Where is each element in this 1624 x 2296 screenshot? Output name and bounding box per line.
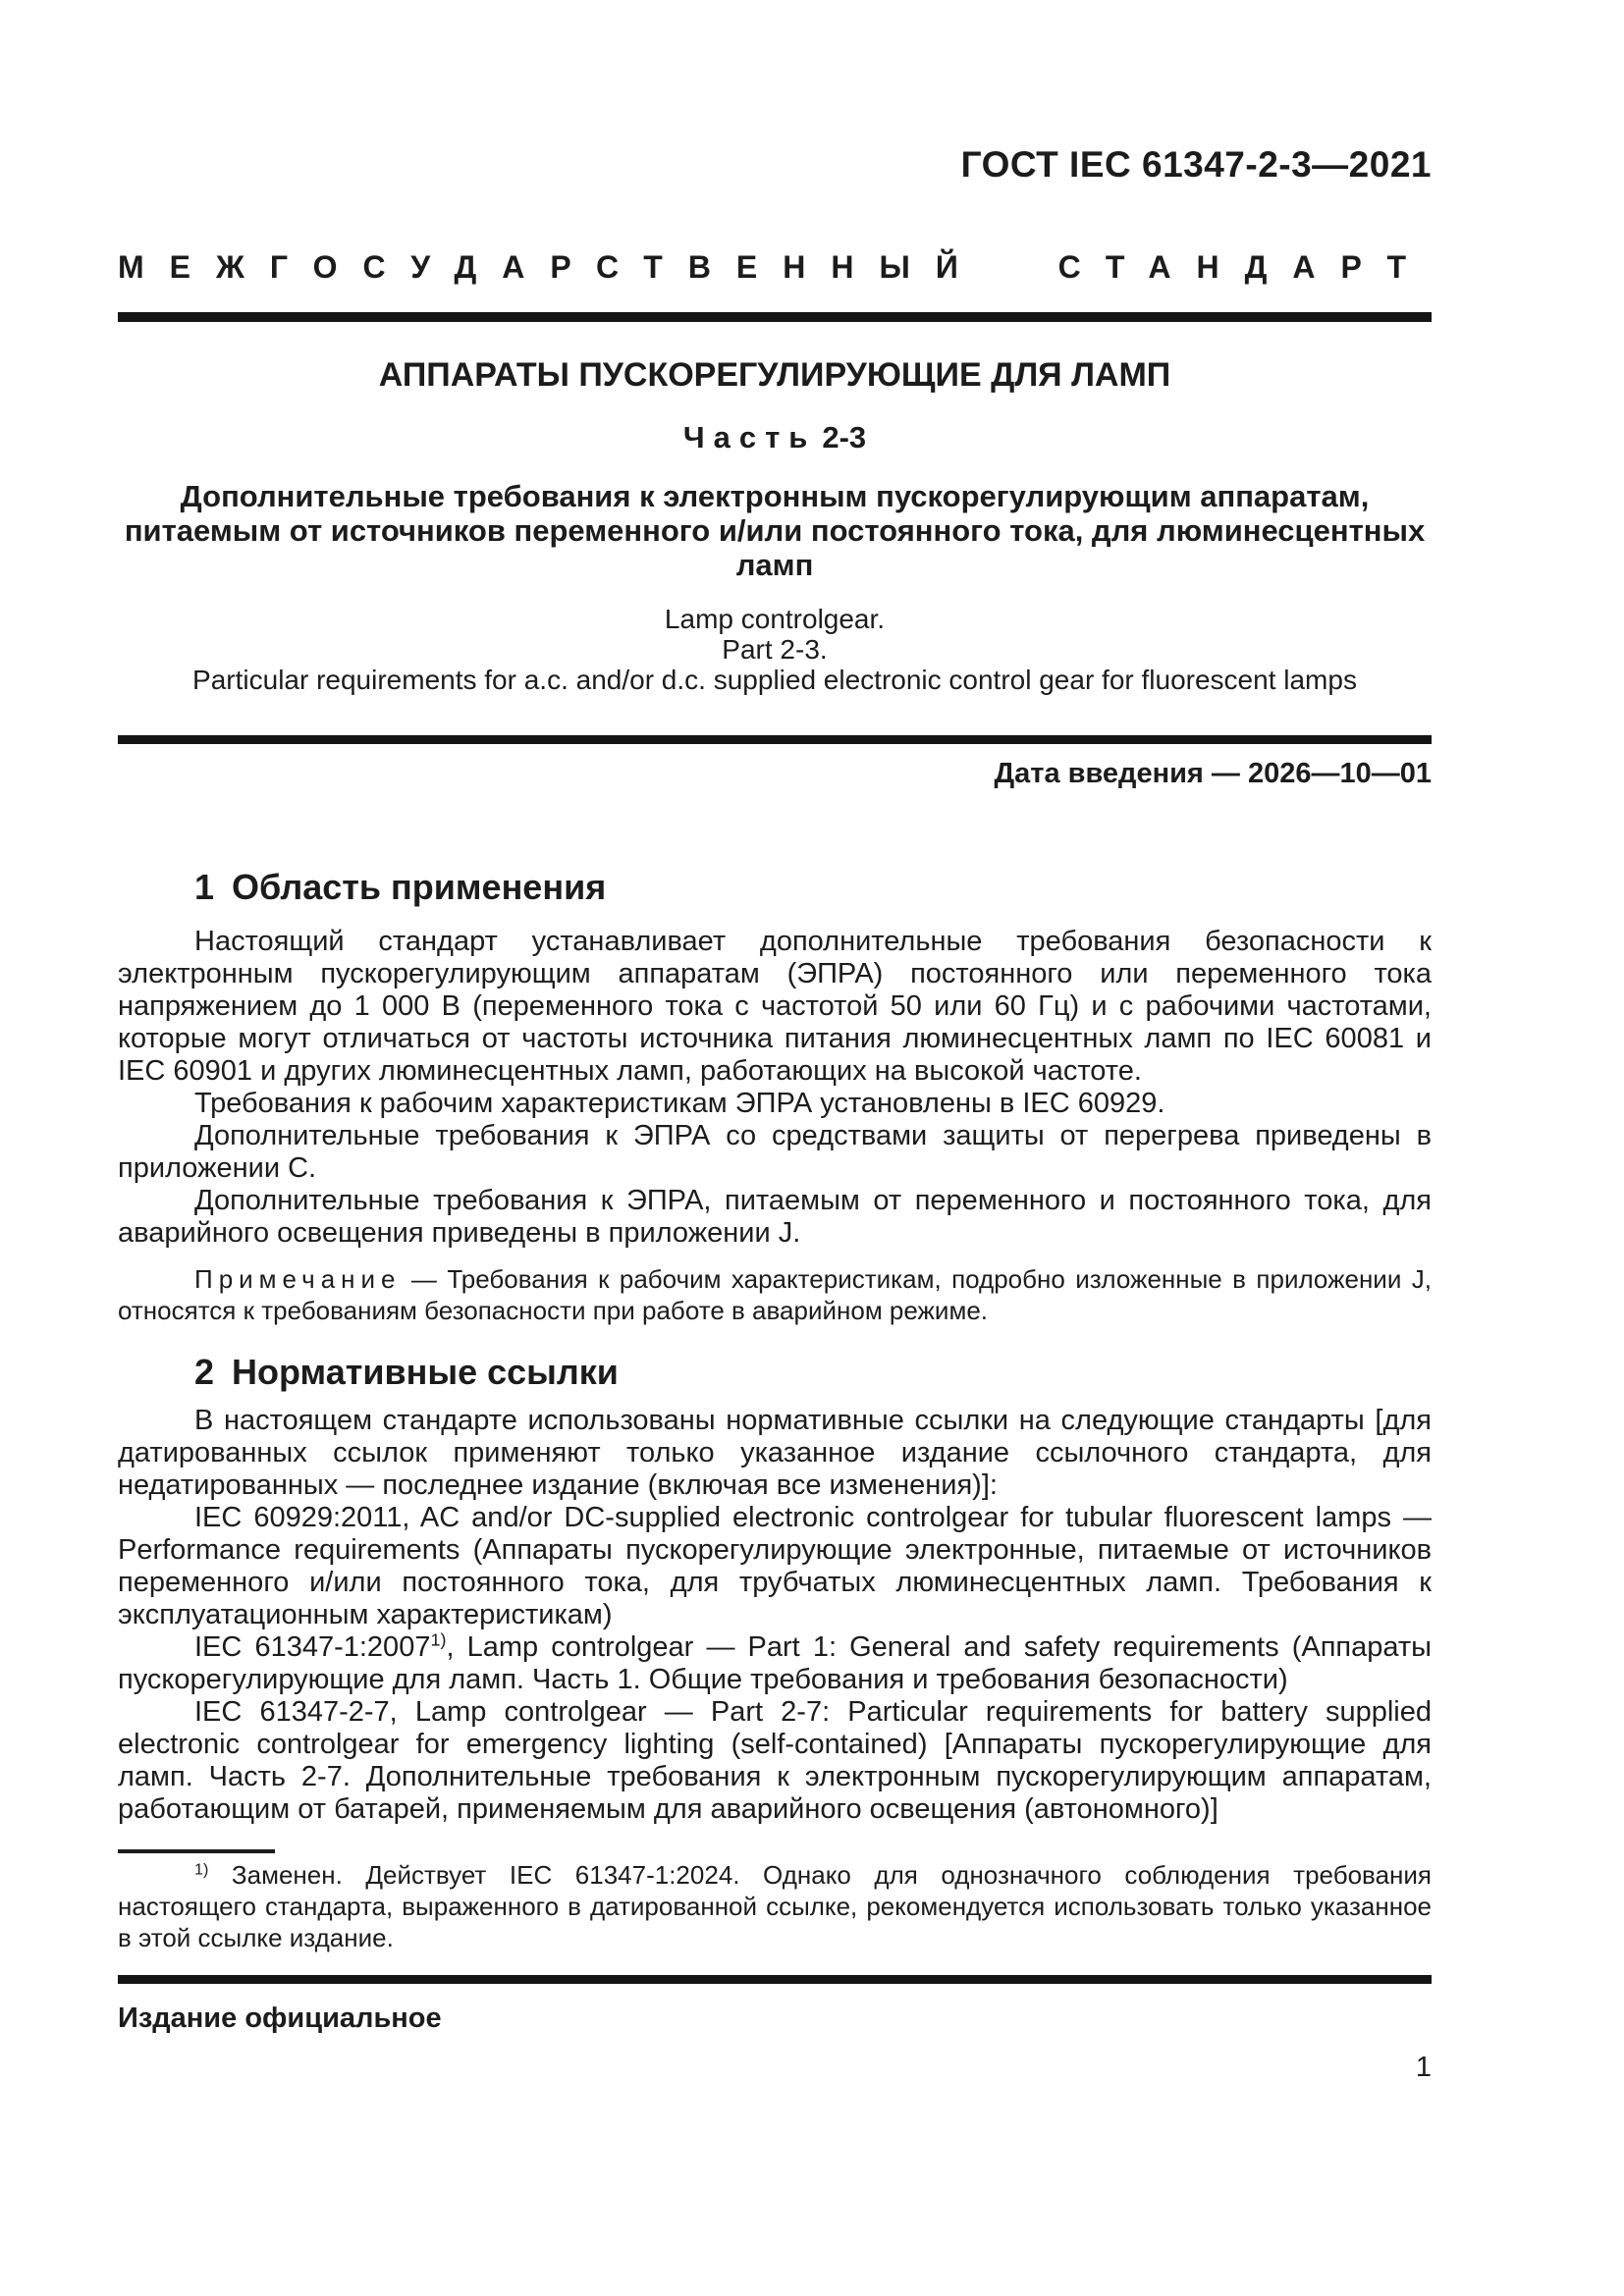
note-dash: —: [401, 1264, 448, 1294]
footer-rule: [118, 1975, 1432, 1984]
reference-iec-60929: IEC 60929:2011, AC and/or DC-supplied electronic controlgear for tubular fluorescent lamps — Performance requirements (Аппараты пускорегулирующие электронные, питаемые от источников переменного и/или постоянного тока, для трубчатых люминесцентных ламп. Требования к эксплуатационным характеристикам): [118, 1502, 1432, 1630]
english-title-line-3: Particular requirements for a.c. and/or d.c. supplied electronic control gear for fluorescent lamps: [192, 665, 1357, 695]
section-2-heading: [118, 1352, 1432, 1393]
part-number: 2-3: [822, 420, 867, 454]
section-1-paragraph-4: Дополнительные требования к ЭПРА, питаемым от переменного и постоянного тока, для аварийного освещения приведены в приложении J.: [118, 1185, 1432, 1249]
reference-iec-61347-1: [118, 1631, 1432, 1696]
part-label: [118, 420, 1432, 455]
document-title: АППАРАТЫ ПУСКОРЕГУЛИРУЮЩИЕ ДЛЯ ЛАМП: [378, 356, 1171, 394]
section-1-paragraph-1: Настоящий стандарт устанавливает дополнительные требования безопасности к электронным пускорегулирующим аппаратам (ЭПРА) постоянного или переменного тока напряжением до 1 000 В (переменного тока с частотой 50 или 60 Гц) и с рабочими частотами, которые могут отличаться от частоты источника питания люминесцентных ламп по IEC 60081 и IEC 60901 и других люминесцентных ламп, работающих на высокой частоте.: [118, 926, 1432, 1087]
subtitle-line-2: питаемым от источников переменного и/или постоянного тока, для люминесцентных ламп: [124, 513, 1426, 582]
footnote-rule: [118, 1849, 275, 1853]
standard-band-word-1: МЕЖГОСУДАРСТВЕННЫЙ: [118, 249, 984, 285]
footnote: [118, 1859, 1432, 1953]
doc-number: ГОСТ IEC 61347-2-3—2021: [960, 144, 1432, 185]
subtitle: [118, 479, 1432, 582]
edition-label: Издание официальное: [118, 2002, 442, 2034]
reference-iec-61347-1-text: , Lamp controlgear — Part 1: General and safety requirements (Аппараты пускорегулирующие для ламп. Часть 1. Общие требования и требования безопасности): [118, 1631, 1432, 1695]
section-2-title: Нормативные ссылки: [232, 1352, 619, 1392]
reference-iec-61347-2-7: IEC 61347-2-7, Lamp controlgear — Part 2-7: Particular requirements for battery supplied electronic controlgear for emergency lighting (self-contained) [Аппараты пускорегулирующие для ламп. Часть 2-7. Дополнительные требования к электронным пускорегулирующим аппаратам, работающим от батарей, применяемым для аварийного освещения (автономного)]: [118, 1696, 1432, 1825]
section-1-heading: [118, 867, 1432, 908]
section-1-number: 1: [194, 867, 215, 907]
footnote-marker: 1): [194, 1860, 209, 1879]
english-title: [118, 604, 1432, 695]
date-of-introduction: Дата введения — 2026—10—01: [994, 758, 1432, 789]
standard-type-band: [118, 249, 1432, 285]
section-1-paragraph-3: Дополнительные требования к ЭПРА со средствами защиты от перегрева приведены в приложении С.: [118, 1120, 1432, 1184]
english-title-line-1: Lamp controlgear.: [664, 604, 886, 634]
standard-band-word-2: СТАНДАРТ: [1057, 249, 1432, 285]
subtitle-line-1: Дополнительные требования к электронным пускорегулирующим аппаратам,: [180, 479, 1370, 513]
header-rule: [118, 312, 1432, 322]
footnote-marker-ref: 1): [430, 1629, 447, 1650]
title-separator-rule: [118, 735, 1432, 744]
english-title-line-2: Part 2-3.: [722, 634, 828, 665]
section-1-paragraph-2: Требования к рабочим характеристикам ЭПРА установлены в IEC 60929.: [194, 1088, 1165, 1119]
section-2-number: 2: [194, 1352, 215, 1392]
note-label: Примечание: [194, 1264, 402, 1294]
part-word: Часть: [682, 420, 817, 454]
footnote-text: Заменен. Действует IEC 61347-1:2024. Однако для однозначного соблюдения требования настоящего стандарта, выраженного в датированной ссылке, рекомендуется использовать только указанное в этой ссылке издание.: [118, 1860, 1432, 1952]
section-1-title: Область применения: [232, 867, 607, 907]
reference-iec-61347-1-name: IEC 61347-1:2007: [194, 1631, 431, 1663]
page-number: 1: [1415, 2052, 1432, 2083]
section-2-intro: В настоящем стандарте использованы нормативные ссылки на следующие стандарты [для датированных ссылок применяют только указанное издание ссылочного стандарта, для недатированных — последнее издание (включая все изменения)]:: [118, 1405, 1432, 1501]
note-text: Требования к рабочим характеристикам, подробно изложенные в приложении J, относятся к требованиям безопасности при работе в аварийном режиме.: [118, 1264, 1432, 1325]
note: [118, 1263, 1432, 1326]
